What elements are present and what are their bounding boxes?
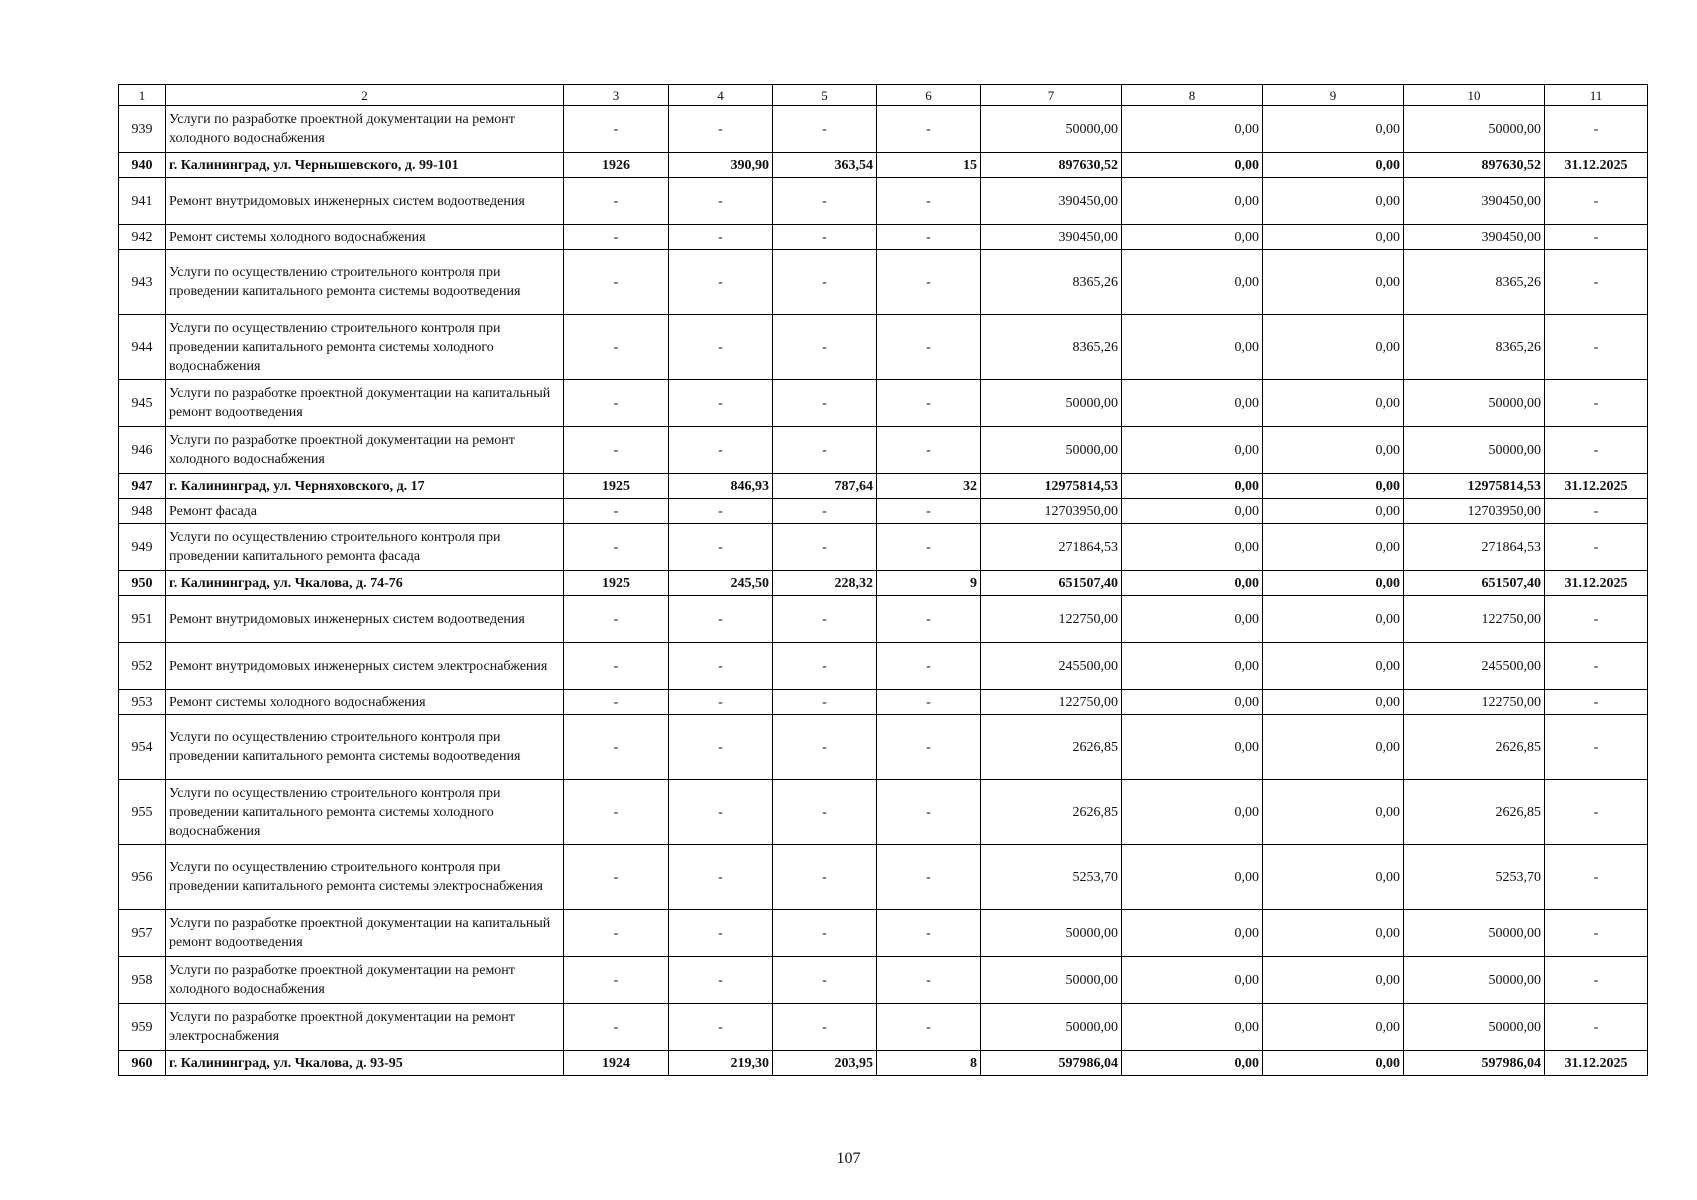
value-cell: - — [564, 315, 669, 380]
value-cell: 5253,70 — [1404, 845, 1545, 910]
value-cell: 0,00 — [1122, 524, 1263, 571]
value-cell: 122750,00 — [1404, 690, 1545, 715]
row-number-cell: 960 — [119, 1051, 166, 1076]
row-number-cell: 946 — [119, 427, 166, 474]
value-cell: - — [877, 845, 981, 910]
value-cell: 8365,26 — [981, 315, 1122, 380]
value-cell: 0,00 — [1122, 715, 1263, 780]
work-item-row — [119, 106, 1648, 153]
value-cell: - — [1545, 380, 1648, 427]
column-header: 7 — [981, 85, 1122, 106]
value-cell: 0,00 — [1263, 1051, 1404, 1076]
value-cell: 1926 — [564, 153, 669, 178]
value-cell: 0,00 — [1122, 571, 1263, 596]
value-cell: 245500,00 — [981, 643, 1122, 690]
value-cell: - — [773, 910, 877, 957]
description-cell: Услуги по осуществлению строительного контроля при проведении капитального ремонта системы холодного водоснабжения — [166, 780, 564, 845]
value-cell: 50000,00 — [981, 106, 1122, 153]
value-cell: - — [773, 225, 877, 250]
work-item-row — [119, 910, 1648, 957]
value-cell: 0,00 — [1122, 780, 1263, 845]
description-cell: г. Калининград, ул. Чкалова, д. 74-76 — [166, 571, 564, 596]
value-cell: - — [1545, 106, 1648, 153]
value-cell: - — [669, 780, 773, 845]
value-cell: 0,00 — [1263, 499, 1404, 524]
value-cell: 0,00 — [1263, 427, 1404, 474]
value-cell: 2626,85 — [1404, 715, 1545, 780]
value-cell: 0,00 — [1122, 315, 1263, 380]
value-cell: 0,00 — [1122, 643, 1263, 690]
value-cell: - — [564, 225, 669, 250]
column-header: 2 — [166, 85, 564, 106]
value-cell: 50000,00 — [981, 1004, 1122, 1051]
value-cell: 846,93 — [669, 474, 773, 499]
value-cell: 122750,00 — [1404, 596, 1545, 643]
column-number-header — [119, 85, 1648, 106]
column-header: 6 — [877, 85, 981, 106]
value-cell: 0,00 — [1263, 474, 1404, 499]
value-cell: 390450,00 — [981, 225, 1122, 250]
value-cell: - — [773, 690, 877, 715]
value-cell: - — [1545, 690, 1648, 715]
value-cell: - — [1545, 957, 1648, 1004]
value-cell: - — [564, 643, 669, 690]
value-cell: 203,95 — [773, 1051, 877, 1076]
value-cell: 0,00 — [1263, 1004, 1404, 1051]
value-cell: - — [669, 178, 773, 225]
value-cell: - — [1545, 715, 1648, 780]
value-cell: - — [773, 715, 877, 780]
value-cell: - — [877, 910, 981, 957]
value-cell: 390450,00 — [1404, 225, 1545, 250]
value-cell: - — [564, 715, 669, 780]
value-cell: 0,00 — [1263, 250, 1404, 315]
work-item-row — [119, 643, 1648, 690]
value-cell: 0,00 — [1122, 427, 1263, 474]
value-cell: 50000,00 — [981, 427, 1122, 474]
value-cell: - — [1545, 178, 1648, 225]
value-cell: 50000,00 — [1404, 910, 1545, 957]
value-cell: 8 — [877, 1051, 981, 1076]
value-cell: 9 — [877, 571, 981, 596]
value-cell: - — [877, 596, 981, 643]
value-cell: - — [564, 380, 669, 427]
value-cell: - — [564, 524, 669, 571]
value-cell: 12975814,53 — [981, 474, 1122, 499]
address-row — [119, 571, 1648, 596]
description-cell: Услуги по разработке проектной документации на капитальный ремонт водоотведения — [166, 910, 564, 957]
value-cell: 8365,26 — [1404, 250, 1545, 315]
value-cell: 0,00 — [1122, 1004, 1263, 1051]
value-cell: 31.12.2025 — [1545, 474, 1648, 499]
value-cell: - — [564, 845, 669, 910]
value-cell: 0,00 — [1263, 225, 1404, 250]
value-cell: - — [564, 106, 669, 153]
value-cell: - — [877, 225, 981, 250]
value-cell: 0,00 — [1122, 499, 1263, 524]
value-cell: 8365,26 — [1404, 315, 1545, 380]
value-cell: 0,00 — [1263, 153, 1404, 178]
row-number-cell: 943 — [119, 250, 166, 315]
value-cell: 12975814,53 — [1404, 474, 1545, 499]
value-cell: 219,30 — [669, 1051, 773, 1076]
value-cell: - — [564, 596, 669, 643]
value-cell: - — [773, 845, 877, 910]
value-cell: - — [1545, 1004, 1648, 1051]
value-cell: 50000,00 — [981, 957, 1122, 1004]
work-item-row — [119, 225, 1648, 250]
value-cell: 0,00 — [1122, 178, 1263, 225]
value-cell: 50000,00 — [1404, 1004, 1545, 1051]
value-cell: - — [564, 250, 669, 315]
value-cell: 2626,85 — [1404, 780, 1545, 845]
address-row — [119, 153, 1648, 178]
value-cell: 228,32 — [773, 571, 877, 596]
work-item-row — [119, 499, 1648, 524]
value-cell: - — [1545, 780, 1648, 845]
row-number-cell: 949 — [119, 524, 166, 571]
value-cell: 0,00 — [1263, 571, 1404, 596]
work-item-row — [119, 780, 1648, 845]
value-cell: 0,00 — [1122, 910, 1263, 957]
value-cell: - — [1545, 499, 1648, 524]
value-cell: - — [669, 524, 773, 571]
value-cell: 0,00 — [1263, 957, 1404, 1004]
row-number-cell: 954 — [119, 715, 166, 780]
value-cell: 0,00 — [1122, 153, 1263, 178]
address-row — [119, 1051, 1648, 1076]
description-cell: Ремонт системы холодного водоснабжения — [166, 225, 564, 250]
row-number-cell: 957 — [119, 910, 166, 957]
value-cell: 122750,00 — [981, 596, 1122, 643]
value-cell: 0,00 — [1263, 524, 1404, 571]
value-cell: 271864,53 — [981, 524, 1122, 571]
value-cell: - — [669, 596, 773, 643]
value-cell: 31.12.2025 — [1545, 153, 1648, 178]
value-cell: 0,00 — [1263, 845, 1404, 910]
value-cell: 0,00 — [1263, 596, 1404, 643]
value-cell: 0,00 — [1122, 250, 1263, 315]
column-header: 5 — [773, 85, 877, 106]
description-cell: Услуги по разработке проектной документации на ремонт холодного водоснабжения — [166, 427, 564, 474]
value-cell: - — [669, 643, 773, 690]
value-cell: 1925 — [564, 571, 669, 596]
row-number-cell: 944 — [119, 315, 166, 380]
work-item-row — [119, 250, 1648, 315]
column-header: 9 — [1263, 85, 1404, 106]
value-cell: 363,54 — [773, 153, 877, 178]
value-cell: 0,00 — [1122, 957, 1263, 1004]
value-cell: 0,00 — [1263, 690, 1404, 715]
row-number-cell: 948 — [119, 499, 166, 524]
value-cell: 50000,00 — [1404, 380, 1545, 427]
value-cell: - — [1545, 596, 1648, 643]
row-number-cell: 945 — [119, 380, 166, 427]
value-cell: - — [1545, 910, 1648, 957]
value-cell: - — [669, 499, 773, 524]
description-cell: Ремонт внутридомовых инженерных систем водоотведения — [166, 596, 564, 643]
repair-program-table — [118, 84, 1648, 1076]
value-cell: - — [877, 427, 981, 474]
row-number-cell: 953 — [119, 690, 166, 715]
work-item-row — [119, 380, 1648, 427]
value-cell: - — [773, 315, 877, 380]
value-cell: 0,00 — [1122, 106, 1263, 153]
value-cell: 50000,00 — [981, 910, 1122, 957]
description-cell: г. Калининград, ул. Чкалова, д. 93-95 — [166, 1051, 564, 1076]
row-number-cell: 952 — [119, 643, 166, 690]
work-item-row — [119, 957, 1648, 1004]
value-cell: 1924 — [564, 1051, 669, 1076]
value-cell: - — [669, 250, 773, 315]
value-cell: - — [669, 225, 773, 250]
value-cell: 0,00 — [1263, 315, 1404, 380]
value-cell: - — [564, 780, 669, 845]
value-cell: 390,90 — [669, 153, 773, 178]
value-cell: - — [877, 250, 981, 315]
value-cell: - — [773, 957, 877, 1004]
value-cell: 897630,52 — [1404, 153, 1545, 178]
column-header: 3 — [564, 85, 669, 106]
column-header: 8 — [1122, 85, 1263, 106]
value-cell: - — [773, 499, 877, 524]
value-cell: 15 — [877, 153, 981, 178]
work-item-row — [119, 690, 1648, 715]
work-item-row — [119, 1004, 1648, 1051]
value-cell: 31.12.2025 — [1545, 1051, 1648, 1076]
work-item-row — [119, 315, 1648, 380]
work-item-row — [119, 427, 1648, 474]
value-cell: - — [1545, 845, 1648, 910]
value-cell: 50000,00 — [1404, 957, 1545, 1004]
column-header: 11 — [1545, 85, 1648, 106]
row-number-cell: 955 — [119, 780, 166, 845]
description-cell: Услуги по разработке проектной документации на ремонт электроснабжения — [166, 1004, 564, 1051]
value-cell: 897630,52 — [981, 153, 1122, 178]
value-cell: 0,00 — [1263, 178, 1404, 225]
value-cell: - — [877, 524, 981, 571]
value-cell: - — [564, 690, 669, 715]
value-cell: - — [877, 315, 981, 380]
value-cell: - — [773, 250, 877, 315]
value-cell: 12703950,00 — [1404, 499, 1545, 524]
value-cell: 50000,00 — [1404, 106, 1545, 153]
value-cell: 0,00 — [1263, 643, 1404, 690]
value-cell: - — [773, 596, 877, 643]
value-cell: 0,00 — [1122, 225, 1263, 250]
value-cell: - — [669, 845, 773, 910]
value-cell: 1925 — [564, 474, 669, 499]
value-cell: 0,00 — [1263, 380, 1404, 427]
value-cell: 5253,70 — [981, 845, 1122, 910]
value-cell: - — [773, 780, 877, 845]
description-cell: Услуги по осуществлению строительного контроля при проведении капитального ремонта системы холодного водоснабжения — [166, 315, 564, 380]
value-cell: - — [877, 715, 981, 780]
description-cell: г. Калининград, ул. Чернышевского, д. 99-101 — [166, 153, 564, 178]
value-cell: - — [1545, 427, 1648, 474]
description-cell: Ремонт фасада — [166, 499, 564, 524]
value-cell: - — [1545, 524, 1648, 571]
value-cell: 787,64 — [773, 474, 877, 499]
value-cell: 390450,00 — [1404, 178, 1545, 225]
value-cell: - — [669, 957, 773, 1004]
value-cell: - — [669, 690, 773, 715]
value-cell: - — [773, 643, 877, 690]
value-cell: 2626,85 — [981, 715, 1122, 780]
row-number-cell: 956 — [119, 845, 166, 910]
value-cell: - — [877, 1004, 981, 1051]
value-cell: - — [669, 315, 773, 380]
work-item-row — [119, 715, 1648, 780]
row-number-cell: 951 — [119, 596, 166, 643]
value-cell: - — [669, 715, 773, 780]
address-row — [119, 474, 1648, 499]
value-cell: 0,00 — [1263, 780, 1404, 845]
value-cell: - — [877, 643, 981, 690]
value-cell: 271864,53 — [1404, 524, 1545, 571]
value-cell: - — [669, 1004, 773, 1051]
value-cell: - — [877, 178, 981, 225]
value-cell: - — [564, 957, 669, 1004]
value-cell: - — [773, 380, 877, 427]
value-cell: 50000,00 — [981, 380, 1122, 427]
value-cell: 0,00 — [1122, 596, 1263, 643]
value-cell: - — [564, 499, 669, 524]
value-cell: 245,50 — [669, 571, 773, 596]
value-cell: 0,00 — [1122, 690, 1263, 715]
value-cell: 50000,00 — [1404, 427, 1545, 474]
value-cell: 390450,00 — [981, 178, 1122, 225]
value-cell: 12703950,00 — [981, 499, 1122, 524]
value-cell: - — [564, 1004, 669, 1051]
description-cell: Ремонт внутридомовых инженерных систем электроснабжения — [166, 643, 564, 690]
work-item-row — [119, 596, 1648, 643]
description-cell: Услуги по осуществлению строительного контроля при проведении капитального ремонта системы водоотведения — [166, 715, 564, 780]
value-cell: 122750,00 — [981, 690, 1122, 715]
value-cell: 32 — [877, 474, 981, 499]
description-cell: Услуги по разработке проектной документации на ремонт холодного водоснабжения — [166, 106, 564, 153]
value-cell: 0,00 — [1122, 845, 1263, 910]
value-cell: - — [773, 427, 877, 474]
description-cell: Услуги по осуществлению строительного контроля при проведении капитального ремонта системы электроснабжения — [166, 845, 564, 910]
description-cell: Услуги по разработке проектной документации на ремонт холодного водоснабжения — [166, 957, 564, 1004]
row-number-cell: 950 — [119, 571, 166, 596]
description-cell: Услуги по разработке проектной документации на капитальный ремонт водоотведения — [166, 380, 564, 427]
value-cell: 245500,00 — [1404, 643, 1545, 690]
value-cell: 31.12.2025 — [1545, 571, 1648, 596]
row-number-cell: 942 — [119, 225, 166, 250]
value-cell: 8365,26 — [981, 250, 1122, 315]
value-cell: - — [877, 690, 981, 715]
value-cell: - — [1545, 250, 1648, 315]
value-cell: - — [877, 380, 981, 427]
value-cell: 597986,04 — [1404, 1051, 1545, 1076]
row-number-cell: 947 — [119, 474, 166, 499]
value-cell: - — [773, 106, 877, 153]
value-cell: 0,00 — [1122, 380, 1263, 427]
value-cell: - — [564, 910, 669, 957]
value-cell: - — [1545, 643, 1648, 690]
row-number-cell: 958 — [119, 957, 166, 1004]
value-cell: - — [669, 106, 773, 153]
value-cell: - — [564, 427, 669, 474]
value-cell: - — [877, 106, 981, 153]
row-number-cell: 941 — [119, 178, 166, 225]
row-number-cell: 940 — [119, 153, 166, 178]
value-cell: 651507,40 — [981, 571, 1122, 596]
column-header: 4 — [669, 85, 773, 106]
value-cell: 0,00 — [1122, 1051, 1263, 1076]
value-cell: 597986,04 — [981, 1051, 1122, 1076]
description-cell: Услуги по осуществлению строительного контроля при проведении капитального ремонта фасада — [166, 524, 564, 571]
description-cell: Ремонт системы холодного водоснабжения — [166, 690, 564, 715]
value-cell: - — [877, 780, 981, 845]
value-cell: - — [1545, 315, 1648, 380]
column-header: 1 — [119, 85, 166, 106]
value-cell: - — [564, 178, 669, 225]
row-number-cell: 939 — [119, 106, 166, 153]
column-header: 10 — [1404, 85, 1545, 106]
value-cell: - — [669, 427, 773, 474]
value-cell: 0,00 — [1122, 474, 1263, 499]
value-cell: 0,00 — [1263, 106, 1404, 153]
row-number-cell: 959 — [119, 1004, 166, 1051]
value-cell: 0,00 — [1263, 910, 1404, 957]
description-cell: Ремонт внутридомовых инженерных систем водоотведения — [166, 178, 564, 225]
value-cell: - — [773, 524, 877, 571]
value-cell: - — [877, 499, 981, 524]
value-cell: - — [773, 178, 877, 225]
value-cell: - — [669, 380, 773, 427]
description-cell: Услуги по осуществлению строительного контроля при проведении капитального ремонта системы водоотведения — [166, 250, 564, 315]
work-item-row — [119, 524, 1648, 571]
value-cell: - — [877, 957, 981, 1004]
value-cell: - — [773, 1004, 877, 1051]
value-cell: - — [669, 910, 773, 957]
value-cell: 2626,85 — [981, 780, 1122, 845]
value-cell: - — [1545, 225, 1648, 250]
value-cell: 651507,40 — [1404, 571, 1545, 596]
value-cell: 0,00 — [1263, 715, 1404, 780]
work-item-row — [119, 845, 1648, 910]
description-cell: г. Калининград, ул. Черняховского, д. 17 — [166, 474, 564, 499]
page-number: 107 — [836, 1150, 861, 1167]
work-item-row — [119, 178, 1648, 225]
